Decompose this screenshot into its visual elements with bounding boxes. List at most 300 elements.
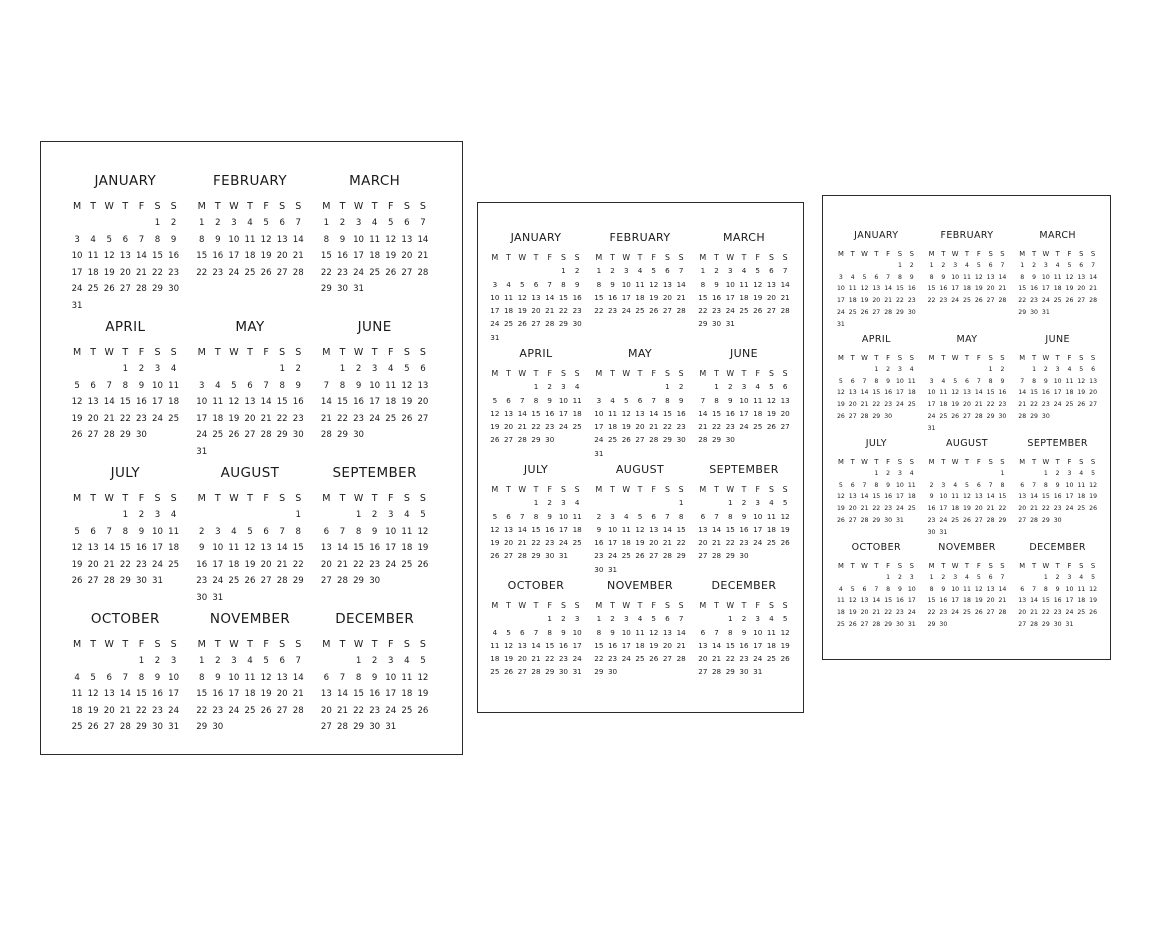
empty-day — [926, 468, 938, 480]
empty-day — [502, 380, 516, 393]
day-number: 13 — [103, 689, 115, 699]
day-number: 22 — [545, 654, 555, 664]
empty-day — [557, 433, 571, 446]
day-number: 29 — [353, 722, 365, 732]
weekday-label: M — [928, 458, 935, 466]
day-number: 16 — [353, 397, 365, 407]
week-row — [318, 540, 431, 557]
weekday-label: S — [154, 347, 161, 358]
week-row — [696, 510, 792, 523]
day-number: 30 — [545, 551, 555, 561]
empty-day — [847, 468, 859, 480]
day-number: 28 — [292, 267, 304, 278]
day-number: 1 — [929, 261, 934, 269]
day-number: 29 — [531, 551, 541, 561]
week-row — [1016, 515, 1099, 527]
day-number: 2 — [929, 481, 934, 489]
day-number: 9 — [596, 524, 602, 534]
week-row — [194, 411, 307, 428]
day-number: 21 — [1030, 609, 1038, 617]
empty-day — [949, 527, 961, 539]
day-number: 21 — [337, 559, 348, 570]
day-number: 6 — [651, 511, 656, 521]
day-number: 8 — [929, 585, 934, 593]
day-number: 19 — [417, 543, 429, 553]
empty-day — [318, 653, 334, 670]
weekday-label: S — [560, 601, 566, 610]
day-number: 25 — [766, 538, 776, 548]
day-number: 31 — [572, 667, 582, 677]
day-number: 6 — [988, 261, 993, 269]
day-number: 15 — [594, 292, 604, 302]
day-number: 11 — [572, 395, 582, 405]
week-row — [696, 317, 792, 330]
day-number: 23 — [896, 609, 904, 617]
day-number: 31 — [71, 300, 83, 311]
day-number: 11 — [401, 672, 413, 683]
day-number: 22 — [119, 559, 131, 570]
day-number: 14 — [103, 397, 115, 407]
month-december — [696, 579, 792, 695]
weekday-label: M — [1019, 458, 1026, 466]
day-number: 11 — [401, 526, 413, 537]
weekday-label: T — [941, 250, 946, 258]
empty-day — [226, 444, 242, 461]
day-number: 7 — [714, 511, 719, 521]
day-number: 6 — [976, 481, 981, 489]
day-number: 17 — [71, 267, 83, 278]
weekday-label: S — [279, 347, 286, 358]
day-number: 12 — [974, 585, 983, 593]
day-number: 14 — [517, 408, 527, 418]
day-number: 10 — [168, 672, 180, 683]
weekday-label: S — [988, 250, 993, 258]
day-number: 22 — [558, 306, 568, 316]
day-number: 30 — [212, 722, 224, 732]
day-number: 4 — [965, 573, 969, 581]
weekday-header-row — [835, 352, 918, 364]
day-number: 1 — [154, 218, 161, 228]
weekday-header-row — [194, 198, 307, 215]
day-number: 28 — [998, 609, 1007, 617]
weekday-label: M — [491, 485, 499, 494]
day-number: 25 — [385, 413, 397, 424]
day-number: 9 — [295, 380, 301, 391]
month-february — [592, 231, 688, 347]
day-number: 5 — [506, 627, 511, 637]
week-row — [592, 665, 688, 678]
day-number: 12 — [71, 543, 83, 553]
day-number: 3 — [897, 469, 902, 477]
week-row — [1016, 307, 1099, 319]
empty-day — [367, 281, 383, 298]
weekday-label: S — [574, 601, 580, 610]
day-number: 12 — [621, 408, 631, 418]
day-number: 29 — [986, 412, 995, 420]
day-number: 22 — [725, 538, 735, 548]
day-number: 5 — [74, 526, 80, 537]
week-row — [488, 278, 584, 291]
month-title: AUGUST — [945, 438, 988, 449]
day-number: 16 — [572, 292, 582, 302]
weekday-label: W — [1042, 562, 1050, 570]
day-number: 11 — [212, 397, 224, 407]
day-number: 20 — [517, 654, 527, 664]
day-number: 21 — [986, 505, 995, 513]
empty-day — [101, 507, 117, 524]
day-number: 19 — [1077, 389, 1086, 397]
day-number: 5 — [404, 364, 410, 374]
day-number: 27 — [986, 297, 995, 305]
day-number: 23 — [337, 267, 348, 278]
empty-day — [502, 331, 516, 344]
empty-day — [274, 719, 290, 736]
empty-day — [859, 468, 871, 480]
day-number: 26 — [963, 516, 971, 524]
weekday-label: T — [850, 250, 855, 258]
day-number: 1 — [339, 364, 346, 374]
empty-day — [274, 590, 290, 607]
day-number: 3 — [755, 498, 760, 508]
empty-day — [961, 619, 973, 631]
day-number: 9 — [198, 543, 205, 553]
day-number: 17 — [572, 640, 582, 650]
day-number: 10 — [572, 627, 582, 637]
empty-day — [835, 260, 847, 272]
weekday-label: S — [768, 369, 774, 378]
day-number: 17 — [927, 401, 936, 409]
day-number: 24 — [558, 422, 568, 432]
day-number: 18 — [621, 538, 631, 548]
empty-day — [258, 444, 274, 461]
week-row — [69, 361, 182, 378]
day-number: 26 — [753, 306, 763, 316]
weekday-label: W — [518, 253, 527, 262]
day-number: 25 — [1077, 609, 1086, 617]
weekday-label: S — [170, 201, 177, 212]
day-number: 6 — [404, 218, 410, 228]
day-number: 30 — [168, 284, 180, 294]
empty-day — [894, 411, 906, 423]
week-row — [318, 557, 431, 574]
day-number: 24 — [621, 306, 631, 316]
day-number: 7 — [714, 627, 719, 637]
day-number: 6 — [782, 382, 788, 392]
day-number: 26 — [490, 551, 500, 561]
day-number: 7 — [700, 395, 706, 405]
empty-day — [973, 423, 985, 435]
month-title: JUNE — [357, 319, 392, 335]
day-number: 23 — [1053, 505, 1062, 513]
day-number: 2 — [596, 511, 602, 521]
week-row — [194, 557, 307, 574]
day-number: 16 — [907, 285, 916, 293]
day-number: 24 — [1053, 401, 1062, 409]
day-number: 17 — [152, 543, 163, 553]
day-number: 30 — [739, 667, 749, 677]
day-number: 2 — [371, 510, 378, 520]
day-number: 21 — [698, 422, 708, 432]
day-number: 2 — [886, 365, 891, 373]
weekday-label: W — [518, 369, 527, 378]
week-row — [194, 265, 307, 282]
day-number: 6 — [279, 656, 285, 666]
day-number: 28 — [711, 551, 722, 561]
day-number: 1 — [714, 382, 719, 392]
weekday-label: T — [874, 250, 879, 258]
day-number: 20 — [1018, 609, 1027, 617]
day-number: 28 — [676, 306, 686, 316]
day-number: 8 — [547, 627, 552, 637]
empty-day — [1075, 515, 1087, 527]
week-row — [1016, 295, 1099, 307]
day-number: 14 — [676, 279, 686, 289]
day-number: 20 — [87, 413, 99, 424]
day-number: 16 — [1053, 493, 1062, 501]
day-number: 30 — [558, 667, 568, 677]
day-number: 13 — [417, 380, 429, 391]
week-row — [592, 536, 688, 549]
week-row — [592, 496, 688, 509]
day-number: 3 — [909, 573, 914, 581]
day-number: 27 — [1018, 516, 1027, 524]
day-number: 30 — [1053, 620, 1062, 628]
empty-day — [710, 496, 724, 509]
weekday-header-row — [926, 560, 1009, 572]
day-number: 25 — [621, 551, 631, 561]
day-number: 1 — [678, 498, 684, 508]
weekday-header-row — [318, 636, 431, 653]
day-number: 15 — [196, 251, 208, 261]
empty-day — [765, 665, 779, 678]
day-number: 16 — [939, 285, 948, 293]
empty-day — [515, 380, 529, 393]
month-title: JULY — [523, 463, 549, 476]
day-number: 13 — [986, 585, 995, 593]
day-number: 6 — [1020, 585, 1025, 593]
weekday-label: W — [622, 485, 631, 494]
empty-day — [606, 496, 620, 509]
week-row — [194, 524, 307, 541]
day-number: 17 — [1065, 493, 1074, 501]
empty-day — [415, 281, 431, 298]
day-number: 17 — [753, 524, 763, 534]
weekday-label: T — [506, 485, 511, 494]
empty-day — [515, 331, 529, 344]
empty-day — [847, 364, 859, 376]
weekday-label: M — [72, 201, 82, 212]
week-row — [592, 510, 688, 523]
day-number: 25 — [401, 705, 413, 716]
empty-day — [133, 215, 149, 232]
weekday-label: S — [768, 601, 774, 610]
day-number: 27 — [276, 705, 288, 716]
day-number: 18 — [401, 689, 413, 699]
day-number: 15 — [353, 689, 365, 699]
day-number: 2 — [1043, 365, 1048, 373]
weekday-label: W — [104, 639, 114, 650]
day-number: 8 — [1032, 377, 1036, 385]
day-number: 3 — [371, 364, 378, 374]
day-number: 24 — [558, 538, 568, 548]
day-number: 5 — [388, 218, 394, 228]
weekday-label: M — [72, 639, 82, 650]
day-number: 20 — [963, 401, 971, 409]
weekday-label: M — [491, 601, 499, 610]
day-number: 23 — [1053, 609, 1062, 617]
day-number: 1 — [122, 364, 129, 374]
weekday-label: F — [263, 201, 269, 212]
weekday-label: T — [371, 201, 378, 212]
day-number: 23 — [558, 654, 568, 664]
day-number: 11 — [1077, 585, 1086, 593]
day-number: 4 — [850, 273, 855, 281]
day-number: 19 — [836, 505, 845, 513]
weekday-label: F — [547, 601, 552, 610]
day-number: 18 — [635, 640, 645, 650]
day-number: 18 — [1077, 597, 1086, 605]
day-number: 20 — [848, 401, 857, 409]
day-number: 25 — [848, 308, 857, 316]
day-number: 12 — [848, 597, 857, 605]
empty-day — [117, 215, 133, 232]
weekday-header-row — [926, 248, 1009, 260]
day-number: 1 — [122, 510, 129, 520]
day-number: 19 — [1065, 285, 1074, 293]
day-number: 20 — [1018, 505, 1027, 513]
day-number: 10 — [71, 251, 83, 261]
empty-day — [985, 468, 997, 480]
week-row — [926, 491, 1009, 503]
empty-day — [69, 361, 85, 378]
month-november — [592, 579, 688, 695]
month-title: MARCH — [722, 231, 766, 244]
weekday-label: W — [861, 250, 868, 258]
week-row — [488, 523, 584, 536]
day-number: 12 — [635, 524, 645, 534]
day-number: 16 — [292, 397, 304, 407]
month-title: DECEMBER — [711, 579, 777, 592]
day-number: 23 — [369, 559, 381, 570]
weekday-label: T — [874, 458, 879, 466]
day-number: 25 — [635, 306, 645, 316]
day-number: 2 — [1000, 365, 1005, 373]
day-number: 13 — [766, 279, 776, 289]
empty-day — [1087, 619, 1099, 631]
day-number: 21 — [517, 538, 527, 548]
empty-day — [69, 507, 85, 524]
empty-day — [647, 563, 661, 576]
day-number: 8 — [122, 380, 129, 391]
empty-day — [710, 612, 724, 625]
weekday-label: S — [574, 485, 580, 494]
day-number: 10 — [1065, 481, 1074, 489]
month-may — [194, 318, 307, 464]
day-number: 19 — [951, 401, 960, 409]
day-number: 26 — [1077, 401, 1086, 409]
day-number: 8 — [533, 395, 539, 405]
weekday-label: W — [353, 201, 364, 212]
day-number: 6 — [1091, 365, 1096, 373]
weekday-label: T — [1055, 250, 1060, 258]
day-number: 8 — [122, 526, 129, 537]
month-april — [69, 318, 182, 464]
day-number: 2 — [371, 656, 378, 666]
weekday-label: S — [1000, 458, 1005, 466]
day-number: 19 — [503, 654, 514, 664]
day-number: 28 — [517, 435, 527, 445]
day-number: 7 — [1020, 377, 1025, 385]
day-number: 4 — [1055, 261, 1060, 269]
week-row — [926, 607, 1009, 619]
day-number: 8 — [154, 234, 161, 245]
day-number: 27 — [780, 422, 790, 432]
weekday-label: T — [339, 639, 346, 650]
weekday-label: W — [1042, 458, 1050, 466]
day-number: 22 — [711, 422, 722, 432]
week-row — [318, 507, 431, 524]
weekday-label: T — [941, 354, 946, 362]
week-row — [926, 468, 1009, 480]
empty-day — [166, 427, 182, 444]
day-number: 28 — [292, 705, 304, 716]
day-number: 10 — [951, 273, 960, 281]
empty-day — [1075, 307, 1087, 319]
day-number: 18 — [907, 493, 916, 501]
weekday-label: F — [976, 354, 981, 362]
day-number: 2 — [941, 261, 946, 269]
day-number: 31 — [896, 516, 904, 524]
empty-day — [906, 515, 918, 527]
weekday-label: S — [403, 639, 410, 650]
empty-day — [194, 361, 210, 378]
day-number: 29 — [927, 620, 936, 628]
week-row — [835, 295, 918, 307]
day-number: 2 — [1032, 261, 1036, 269]
day-number: 5 — [519, 279, 525, 289]
day-number: 12 — [860, 285, 869, 293]
weekday-label: T — [339, 201, 346, 212]
day-number: 11 — [951, 493, 960, 501]
day-number: 30 — [896, 620, 904, 628]
weekday-label: M — [595, 369, 603, 378]
weekday-label: W — [622, 369, 631, 378]
weekday-label: F — [755, 253, 760, 262]
day-number: 6 — [519, 627, 525, 637]
empty-day — [961, 468, 973, 480]
weekday-label: S — [170, 347, 177, 358]
day-number: 14 — [417, 234, 429, 245]
empty-day — [290, 719, 306, 736]
weekday-label: M — [595, 253, 603, 262]
day-number: 24 — [896, 401, 904, 409]
day-number: 18 — [228, 559, 240, 570]
weekday-label: T — [610, 601, 615, 610]
day-number: 5 — [90, 672, 96, 683]
weekday-label: T — [247, 639, 253, 650]
day-number: 14 — [998, 585, 1007, 593]
empty-day — [949, 619, 961, 631]
day-number: 26 — [635, 551, 645, 561]
day-number: 10 — [196, 397, 208, 407]
day-number: 21 — [780, 292, 790, 302]
day-number: 24 — [1065, 609, 1074, 617]
day-number: 24 — [753, 538, 763, 548]
day-number: 17 — [1041, 285, 1050, 293]
day-number: 2 — [909, 261, 914, 269]
day-number: 20 — [503, 538, 514, 548]
week-row — [835, 376, 918, 388]
